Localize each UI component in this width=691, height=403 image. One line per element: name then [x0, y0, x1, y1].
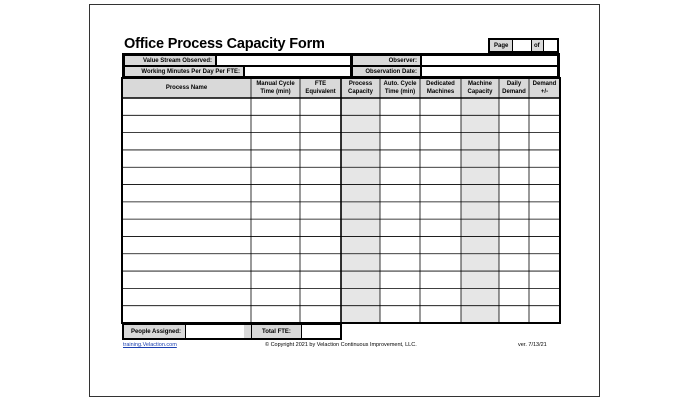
people-assigned-label: [124, 325, 252, 338]
total-fte-label: Total FTE:: [252, 325, 302, 338]
column-header: Machine Capacity: [467, 80, 493, 95]
column-header: Auto. Cycle Time (min): [383, 80, 417, 95]
shaded-column: [461, 98, 499, 323]
website-link[interactable]: training.Velaction.com: [123, 342, 177, 348]
column-header: FTE Equivalent: [305, 80, 336, 95]
total-fte-field[interactable]: [302, 325, 340, 338]
page-label: Page: [490, 40, 512, 51]
observer-label: Observer:: [351, 55, 421, 66]
of-label: of: [532, 40, 543, 51]
shaded-column: [341, 98, 380, 323]
version-text: ver. 7/13/21: [518, 342, 547, 348]
people-assigned-field[interactable]: [185, 325, 244, 338]
column-header: Process Name: [165, 84, 208, 91]
column-header: Process Capacity: [347, 80, 373, 95]
copyright-text: © Copyright 2021 by Velaction Continuous Improvement, LLC.: [265, 342, 417, 348]
working-minutes-label: Working Minutes Per Day Per FTE:: [124, 66, 244, 77]
totals-row: [122, 323, 342, 340]
form-title: Office Process Capacity Form: [124, 36, 325, 52]
people-assigned-text: People Assigned:: [130, 328, 182, 335]
column-header: Dedicated Machines: [426, 80, 455, 95]
observation-date-label: Observation Date:: [351, 66, 421, 77]
value-stream-label: Value Stream Observed:: [124, 55, 216, 66]
column-header: Manual Cycle Time (min): [256, 80, 295, 95]
column-header: Demand +/-: [532, 80, 557, 95]
column-header: Daily Demand: [502, 80, 526, 95]
